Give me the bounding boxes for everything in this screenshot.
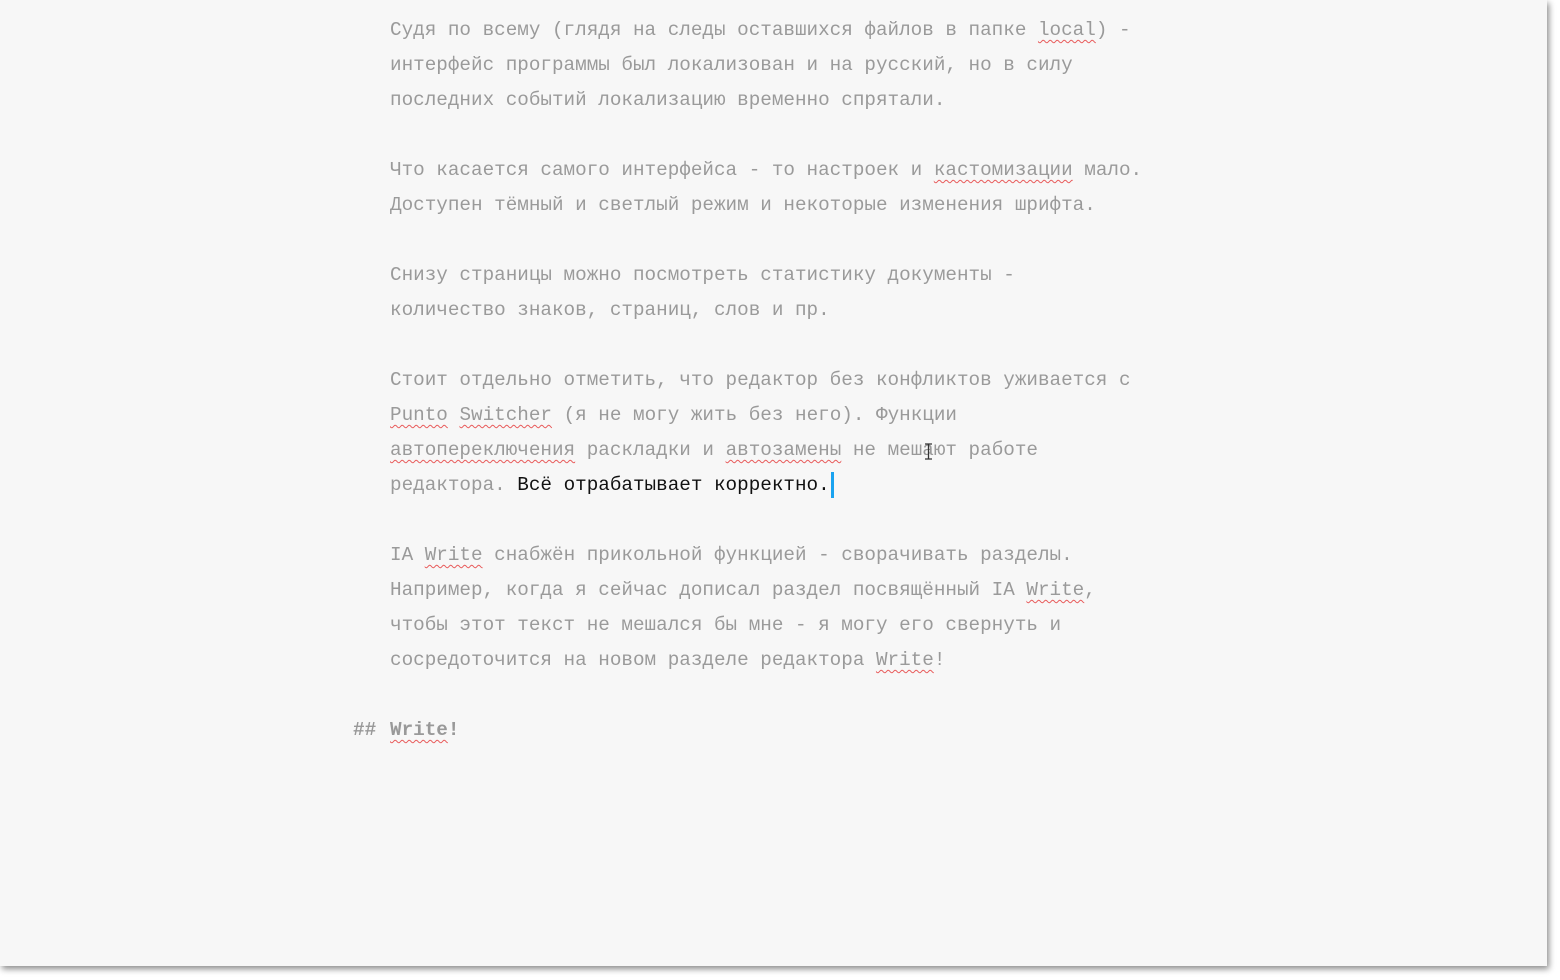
text-segment: не мешают работе bbox=[841, 439, 1038, 461]
misspelled-word: Punto bbox=[390, 404, 448, 426]
text-line bbox=[390, 13, 1390, 48]
text-line bbox=[390, 538, 1390, 573]
section-heading[interactable] bbox=[353, 713, 1390, 748]
misspelled-word: Write bbox=[1026, 579, 1085, 601]
text-line bbox=[390, 433, 1390, 468]
text-segment bbox=[448, 404, 460, 426]
text-line bbox=[390, 48, 1390, 83]
text-segment: снабжён прикольной функцией - сворачивать разделы. bbox=[482, 544, 1073, 566]
text-segment: ! bbox=[933, 649, 946, 671]
text-segment: (я не могу жить без него). Функции bbox=[552, 404, 957, 426]
text-segment: интерфейс программы был локализован и на русский, но в силу bbox=[390, 54, 1073, 76]
text-line bbox=[390, 573, 1390, 608]
text-line bbox=[390, 363, 1390, 398]
heading-marker: ## bbox=[353, 719, 377, 741]
paragraph-gap bbox=[390, 503, 1390, 538]
text-cursor-ibeam-icon bbox=[924, 443, 933, 460]
text-editor[interactable] bbox=[353, 13, 1390, 748]
text-line bbox=[390, 293, 1390, 328]
paragraph-gap bbox=[390, 223, 1390, 258]
paragraph-gap bbox=[390, 328, 1390, 363]
paragraph bbox=[390, 363, 1390, 503]
paragraph-gap bbox=[390, 118, 1390, 153]
text-segment: чтобы этот текст не мешался бы мне - я могу его свернуть и bbox=[390, 614, 1062, 636]
text-segment: редактора. bbox=[390, 474, 518, 496]
text-segment: раскладки и bbox=[575, 439, 726, 461]
text-line bbox=[390, 83, 1390, 118]
misspelled-word: Write bbox=[390, 719, 448, 741]
text-line bbox=[390, 468, 1390, 503]
paragraph bbox=[390, 153, 1390, 223]
text-line bbox=[390, 153, 1390, 188]
misspelled-word: Write bbox=[424, 544, 483, 566]
active-sentence: Всё отрабатывает корректно. bbox=[517, 474, 830, 496]
text-segment: последних событий локализацию временно спрятали. bbox=[390, 89, 946, 111]
text-segment: ) - bbox=[1095, 19, 1131, 41]
text-segment: ! bbox=[447, 719, 460, 741]
text-segment: Стоит отдельно отметить, что редактор без конфликтов уживается с bbox=[390, 369, 1131, 391]
text-line bbox=[390, 643, 1390, 678]
misspelled-word: local bbox=[1037, 19, 1096, 41]
misspelled-word: автопереключения bbox=[390, 439, 576, 461]
text-segment: Снизу страницы можно посмотреть статистику документы - bbox=[390, 264, 1015, 286]
text-segment: Что касается самого интерфейса - то настроек и bbox=[390, 159, 934, 181]
text-segment: Доступен тёмный и светлый режим и некоторые изменения шрифта. bbox=[390, 194, 1096, 216]
misspelled-word: кастомизации bbox=[933, 159, 1073, 181]
text-line bbox=[390, 608, 1390, 643]
text-segment: Судя по всему (глядя на следы оставшихся файлов в папке bbox=[390, 19, 1038, 41]
text-segment: IA bbox=[390, 544, 425, 566]
text-caret bbox=[831, 472, 834, 498]
text-line bbox=[390, 398, 1390, 433]
text-segment: , bbox=[1084, 579, 1096, 601]
text-segment: мало. bbox=[1072, 159, 1143, 181]
text-line bbox=[390, 258, 1390, 293]
paragraph bbox=[390, 258, 1390, 328]
paragraph-gap bbox=[390, 678, 1390, 713]
text-segment: сосредоточится на новом разделе редактора bbox=[390, 649, 876, 671]
text-segment: Например, когда я сейчас дописал раздел посвящённый IA bbox=[390, 579, 1027, 601]
paragraph bbox=[390, 13, 1390, 118]
misspelled-word: автозамены bbox=[725, 439, 842, 461]
text-line bbox=[390, 188, 1390, 223]
misspelled-word: Switcher bbox=[459, 404, 553, 426]
text-segment: количество знаков, страниц, слов и пр. bbox=[390, 299, 830, 321]
misspelled-word: Write bbox=[875, 649, 934, 671]
paragraph bbox=[390, 538, 1390, 678]
